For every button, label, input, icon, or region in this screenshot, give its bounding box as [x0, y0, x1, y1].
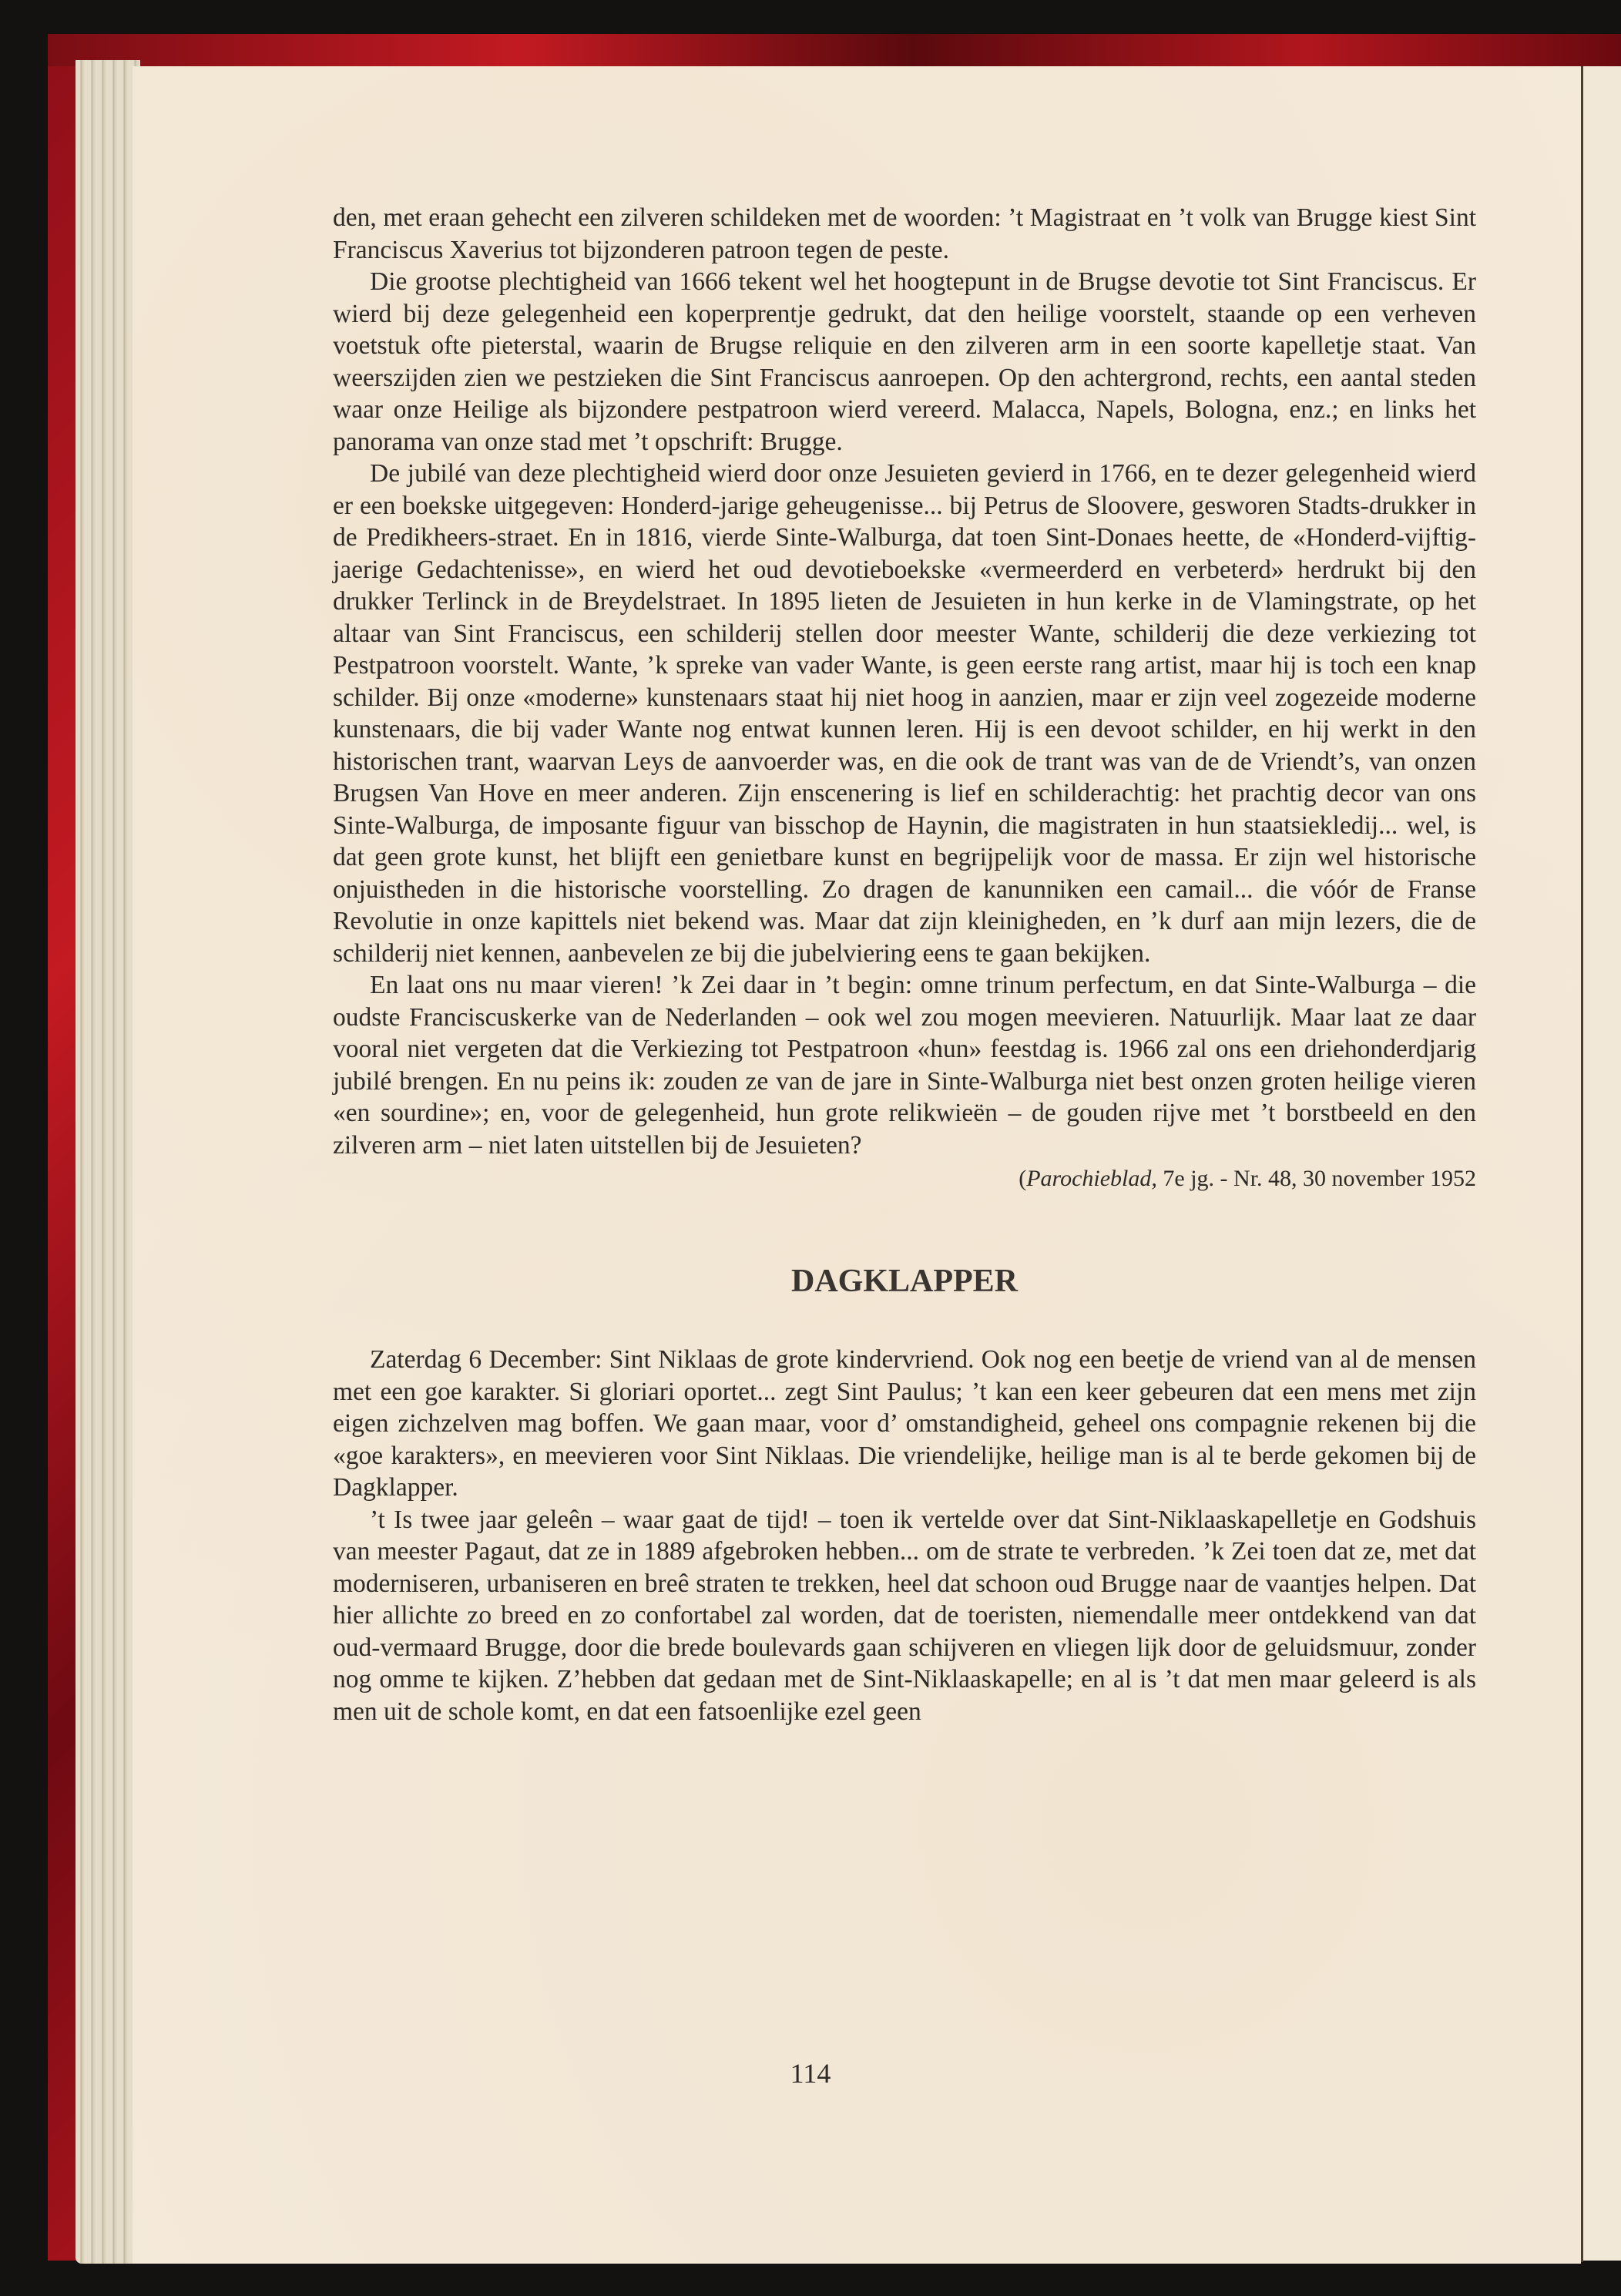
page-stack-edges	[76, 60, 140, 2264]
citation-details: 7e jg. - Nr. 48, 30 november 1952	[1156, 1166, 1476, 1191]
paragraph: den, met eraan gehecht een zilveren schildeken met de woorden: ’t Magistraat en ’t volk van Brugge kiest Sint Franciscus Xaverius tot bijzonderen patroon tegen de peste.	[333, 203, 1476, 264]
next-page-edge	[1583, 66, 1621, 2261]
paragraph: En laat ons nu maar vieren! ’k Zei daar in ’t begin: omne trinum perfectum, en dat Sinte-Walburga – die oudste Franciscuskerke van de Nederlanden – ook wel zou mogen meevieren. Natuurlijk. Maar laat ze daar vooral niet vergeten dat die Verkiezing tot Pestpatroon «hun» feestdag is. 1966 zal ons een driehonderdjarig jubilé brengen. En nu peins ik: zouden ze van de jare in Sinte-Walburga niet best onzen groten heilige vieren «en sourdine»; en, voor de gelegenheid, hun grote relikwieën – de gouden rijve met ’t borstbeeld en den zilveren arm – niet laten uitstellen bij de Jesuieten?	[333, 971, 1476, 1160]
page-number: 114	[790, 2058, 831, 2089]
paragraph: De jubilé van deze plechtigheid wierd door onze Jesuieten gevierd in 1766, en te dezer gelegenheid wierd er een boekske uitgegeven: Honderd-jarige geheugenisse... bij Petrus de Sloovere, gesworen Stadts-drukker in de Predikheers-straet. En in 1816, vierde Sinte-Walburga, dat toen Sint-Donaes heette, de «Honderd-vijftig-jaerige Gedachtenisse», en wierd het oud devotieboekske «vermeerderd en verbeterd» herdrukt bij den drukker Terlinck in de Breydelstraet. In 1895 lieten de Jesuieten in hun kerke in de Vlamingstrate, op het altaar van Sint Franciscus, een schilderij stellen door meester Wante, schilderij die deze verkiezing tot Pestpatroon voorstelt. Wante, ’k spreke van vader Wante, is geen eerste rang artist, maar hij is toch een knap schilder. Bij onze «moderne» kunstenaars staat hij niet hoog in aanzien, maar er zijn veel zogezeide moderne kunstenaars, die bij vader Wante nog entwat kunnen leren. Hij is een devoot schilder, en hij werkt in den historischen trant, waarvan Leys de aanvoerder was, en die ook de trant was van de de Vriendt’s, van onzen Brugsen Van Hove en meer anderen. Zijn enscenering is lief en schilderachtig: het prachtig decor van ons Sinte-Walburga, de imposante figuur van bisschop de Haynin, die magistraten in hun staatsiekledij... wel, is dat geen grote kunst, het blijft een genietbare kunst en begrijpelijk voor de massa. Er zijn wel historische onjuistheden in die historische voorstelling. Zo dragen de kanunniken een camail... die vóór de Franse Revolutie in onze kapittels niet bekend was. Maar dat zijn kleinigheden, en ’k durf aan mijn lezers, die de schilderij niet kennen, aanbevelen ze bij die jubelviering eens te gaan bekijken.	[333, 459, 1476, 968]
paragraph: Zaterdag 6 December: Sint Niklaas de grote kindervriend. Ook nog een beetje de vriend van al de mensen met een goe karakter. Si gloriari oportet... zegt Sint Paulus; ’t kan een keer gebeuren dat een mens met zijn eigen zichzelven mag boffen. We gaan maar, voor d’ omstandigheid, geheel ons compagnie rekenen bij die «goe karakters», en meevieren voor Sint Niklaas. Die vriendelijke, heilige man is al te berde gekomen bij de Dagklapper.	[333, 1345, 1476, 1502]
section-heading: DAGKLAPPER	[791, 1263, 1018, 1299]
citation-open-paren: (	[1019, 1166, 1027, 1191]
book-cover-top-edge	[48, 34, 1621, 66]
paragraph: Die grootse plechtigheid van 1666 tekent wel het hoogtepunt in de Brugse devotie tot Sint Franciscus. Er wierd bij deze gelegenheid een koperprentje gedrukt, dat den heilige voorstelt, staande op een verheven voetstuk ofte pieterstal, waarin de Brugse reliquie en den zilveren arm in een soorte kapelletje staat. Van weerszijden zien we pestzieken die Sint Franciscus aanroepen. Op den achtergrond, rechts, een aantal steden waar onze Heilige als bijzondere pestpatroon wierd vereerd. Malacca, Napels, Bologna, enz.; en links het panorama van onze stad met ’t opschrift: Brugge.	[333, 267, 1476, 456]
page-body	[333, 202, 1476, 1727]
citation-source: Parochieblad,	[1026, 1166, 1157, 1191]
citation	[333, 1163, 1476, 1195]
paragraph: ’t Is twee jaar geleên – waar gaat de tijd! – toen ik vertelde over dat Sint-Niklaaskapelletje en Godshuis van meester Pagaut, dat ze in 1889 afgebroken hebben... om de strate te verbreden. ’k Zei toen dat ze, met dat moderniseren, urbaniseren en breê straten te trekken, heel dat schoon oud Brugge naar de vaantjes helpen. Dat hier allichte zo breed en zo confortabel zal worden, dat de toeristen, niemendalle meer ontdekkend van dat oud-vermaard Brugge, door die brede boulevards gaan schijveren en vliegen lijk door de geluidsmuur, zonder nog omme te kijken. Z’hebben dat gedaan met de Sint-Niklaaskapelle; en al is ’t dat men maar geleerd is als men uit de schole komt, en dat een fatsoenlijke ezel geen	[333, 1505, 1476, 1726]
